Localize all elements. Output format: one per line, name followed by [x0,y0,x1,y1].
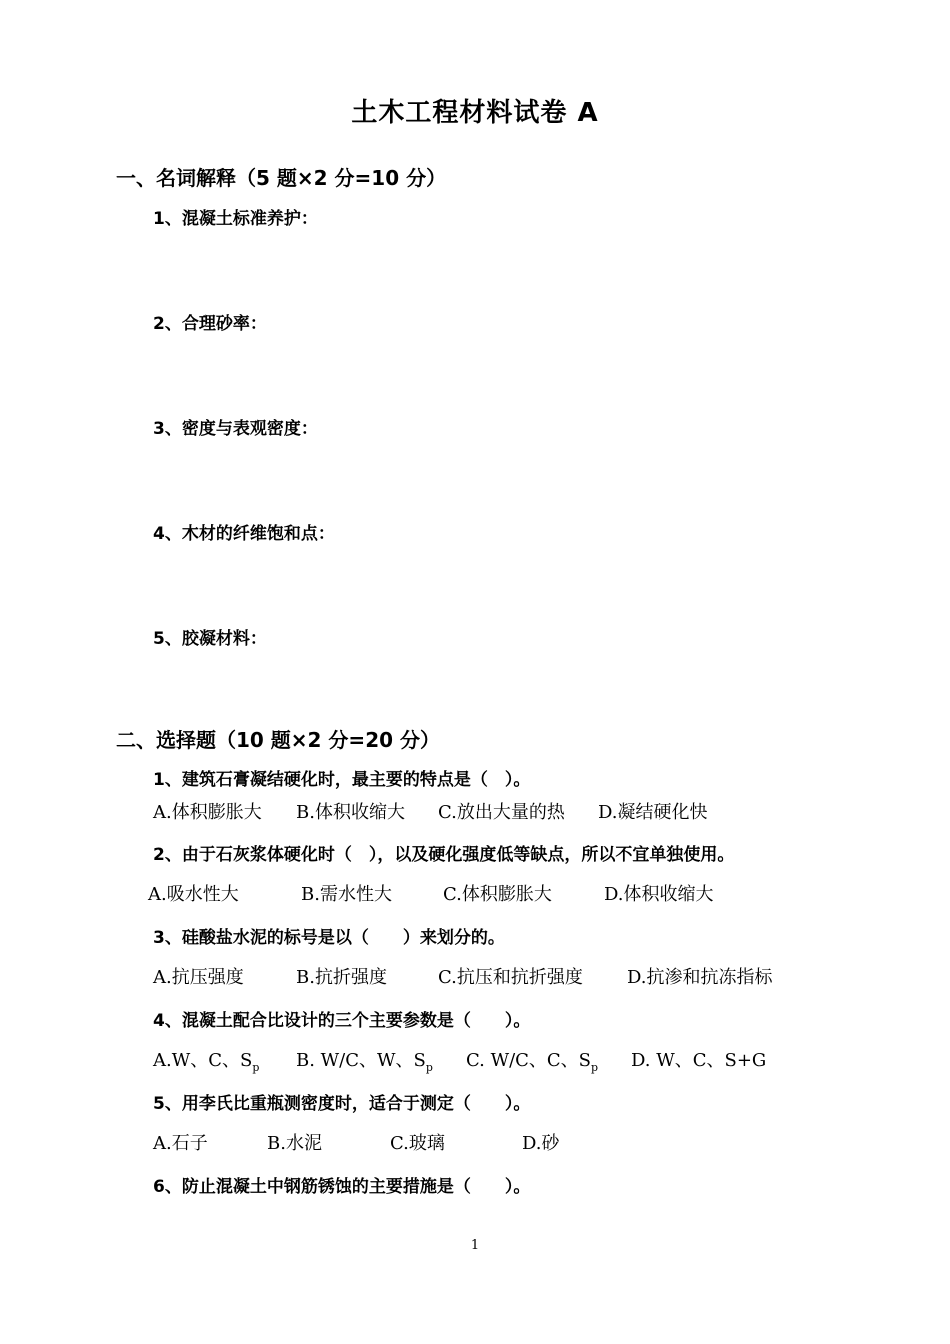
term-item-4: 4、木材的纤维饱和点： [153,524,335,544]
q1-option-a: A.体积膨胀大 [153,802,262,823]
q2-option-c: C.体积膨胀大 [443,884,552,905]
exam-title: 土木工程材料试卷 A [351,98,599,128]
q5-option-b: B.水泥 [267,1133,322,1154]
section-2-heading: 二、选择题（10 题×2 分=20 分） [116,728,440,752]
page-number: 1 [470,1238,480,1253]
term-item-3: 3、密度与表观密度： [153,419,318,439]
q5-option-c: C.玻璃 [390,1133,445,1154]
q1-option-d: D.凝结硬化快 [598,802,708,823]
q3-option-d: D.抗渗和抗冻指标 [627,967,773,988]
question-3-stem: 3、硅酸盐水泥的标号是以（ ）来划分的。 [153,928,505,948]
term-item-2: 2、合理砂率： [153,314,267,334]
term-item-5: 5、胶凝材料： [153,629,267,649]
q4-option-d: D. W、C、S+G [631,1050,767,1071]
question-2-stem: 2、由于石灰浆体硬化时（ ），以及硬化强度低等缺点，所以不宜单独使用。 [153,845,735,865]
q2-option-a: A.吸水性大 [148,884,239,905]
q5-option-d: D.砂 [522,1133,560,1154]
question-4-stem: 4、混凝土配合比设计的三个主要参数是（ ）。 [153,1011,531,1031]
q1-option-b: B.体积收缩大 [296,802,405,823]
q4-option-a: A.W、C、$S_p$ [153,1050,260,1074]
q2-option-d: D.体积收缩大 [604,884,714,905]
q5-option-a: A.石子 [153,1133,208,1154]
q4-option-c: C. W/C、C、$S_p$ [466,1050,599,1074]
q3-option-c: C.抗压和抗折强度 [438,967,583,988]
question-6-stem: 6、防止混凝土中钢筋锈蚀的主要措施是（ ）。 [153,1177,531,1197]
q3-option-a: A.抗压强度 [153,967,244,988]
term-item-1: 1、混凝土标准养护： [153,209,318,229]
q2-option-b: B.需水性大 [301,884,392,905]
q1-option-c: C.放出大量的热 [438,802,565,823]
q4-option-b: B. W/C、W、$S_p$ [296,1050,433,1074]
question-5-stem: 5、用李氏比重瓶测密度时，适合于测定（ ）。 [153,1094,531,1114]
section-1-heading: 一、名词解释（5 题×2 分=10 分） [116,166,447,190]
question-1-stem: 1、建筑石膏凝结硬化时，最主要的特点是（ ）。 [153,770,531,790]
q3-option-b: B.抗折强度 [296,967,387,988]
